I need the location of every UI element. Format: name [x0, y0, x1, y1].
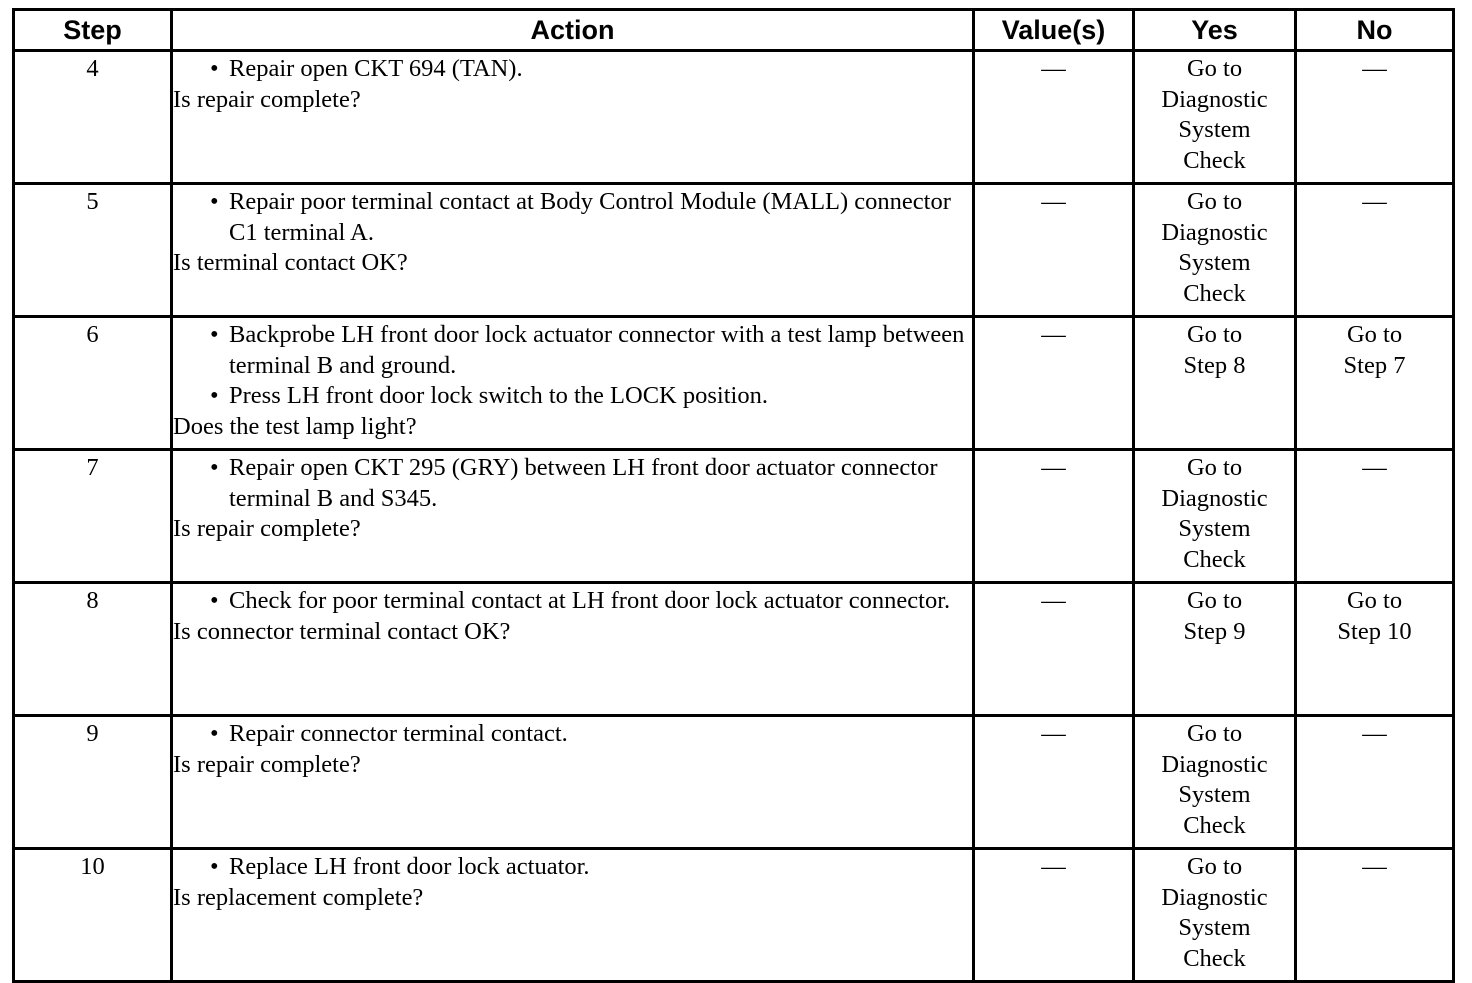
action-bullet-text: Repair open CKT 694 (TAN). [229, 55, 523, 82]
step-cell: 6 [14, 317, 172, 450]
yes-line: Check [1183, 811, 1246, 839]
yes-line: Go to [1186, 188, 1243, 215]
header-values: Value(s) [974, 10, 1134, 51]
action-question: Does the test lamp light? [173, 412, 417, 440]
action-bullet-list [173, 852, 972, 883]
step-cell: 8 [14, 583, 172, 716]
header-action: Action [172, 10, 974, 51]
value-cell: — [974, 450, 1134, 583]
step-cell: 10 [14, 849, 172, 982]
yes-line: System [1178, 515, 1251, 542]
action-question: Is repair complete? [173, 750, 361, 778]
yes-line: Diagnostic [1161, 883, 1268, 911]
action-bullet-list [173, 586, 972, 617]
yes-line: Diagnostic [1161, 484, 1268, 512]
action-bullet-item [173, 586, 972, 617]
action-bullet-text: Repair poor terminal contact at Body Control Module (MALL) connector C1 terminal A. [229, 188, 951, 246]
value-cell: — [974, 184, 1134, 317]
value-cell: — [974, 716, 1134, 849]
bullet-icon: • [210, 188, 219, 215]
no-cell [1296, 849, 1454, 982]
bullet-icon: • [210, 321, 219, 348]
bullet-icon: • [210, 55, 219, 82]
no-line: Step 7 [1343, 351, 1406, 379]
yes-cell [1134, 583, 1296, 716]
table-row [14, 716, 1454, 849]
action-bullet-item [173, 187, 972, 248]
yes-cell [1134, 716, 1296, 849]
value-cell: — [974, 849, 1134, 982]
no-line: — [1362, 55, 1387, 82]
action-question: Is repair complete? [173, 515, 361, 542]
action-cell [172, 184, 974, 317]
no-cell [1296, 450, 1454, 583]
action-cell [172, 450, 974, 583]
header-row [14, 10, 1454, 51]
yes-line: Check [1183, 944, 1246, 972]
yes-line: Check [1183, 146, 1246, 174]
no-line: Step 10 [1337, 617, 1412, 645]
yes-cell [1134, 51, 1296, 184]
table-row [14, 849, 1454, 982]
no-line: Go to [1346, 321, 1403, 348]
yes-cell [1134, 184, 1296, 317]
yes-line: Go to [1186, 321, 1243, 348]
no-cell [1296, 51, 1454, 184]
bullet-icon: • [210, 720, 219, 747]
no-line: Go to [1346, 587, 1403, 614]
bullet-icon: • [210, 382, 219, 409]
yes-line: Diagnostic [1161, 85, 1268, 113]
yes-cell [1134, 317, 1296, 450]
yes-line: System [1178, 249, 1251, 276]
no-cell [1296, 184, 1454, 317]
no-cell [1296, 583, 1454, 716]
action-bullet-text: Repair connector terminal contact. [229, 720, 568, 747]
yes-cell [1134, 849, 1296, 982]
no-cell [1296, 716, 1454, 849]
yes-line: Check [1183, 545, 1246, 573]
yes-line: System [1178, 914, 1251, 941]
action-bullet-item [173, 320, 972, 381]
action-question: Is terminal contact OK? [173, 249, 408, 276]
action-bullet-item [173, 852, 972, 883]
no-line: — [1362, 188, 1387, 215]
action-bullet-text: Press LH front door lock switch to the LOCK position. [229, 382, 768, 409]
bullet-icon: • [210, 454, 219, 481]
action-bullet-text: Backprobe LH front door lock actuator connector with a test lamp between terminal B and ground. [229, 321, 965, 379]
action-bullet-item [173, 453, 972, 514]
action-bullet-list [173, 54, 972, 85]
yes-line: Step 8 [1183, 351, 1246, 379]
action-bullet-text: Check for poor terminal contact at LH front door lock actuator connector. [229, 587, 951, 614]
step-cell: 7 [14, 450, 172, 583]
action-bullet-text: Replace LH front door lock actuator. [229, 853, 590, 880]
bullet-icon: • [210, 587, 219, 614]
step-cell: 9 [14, 716, 172, 849]
action-bullet-list [173, 320, 972, 412]
yes-line: System [1178, 116, 1251, 143]
yes-line: Diagnostic [1161, 218, 1268, 246]
bullet-icon: • [210, 853, 219, 880]
no-cell [1296, 317, 1454, 450]
no-line: — [1362, 853, 1387, 880]
action-bullet-text: Repair open CKT 295 (GRY) between LH front door actuator connector terminal B and S345. [229, 454, 938, 512]
action-cell [172, 317, 974, 450]
yes-line: System [1178, 781, 1251, 808]
diagnostic-table [12, 8, 1455, 983]
step-cell: 4 [14, 51, 172, 184]
action-question: Is repair complete? [173, 85, 361, 113]
action-question: Is connector terminal contact OK? [173, 617, 511, 645]
step-cell: 5 [14, 184, 172, 317]
yes-line: Go to [1186, 55, 1243, 82]
yes-line: Go to [1186, 587, 1243, 614]
table-body [14, 51, 1454, 982]
action-bullet-list [173, 453, 972, 514]
action-bullet-item [173, 54, 972, 85]
action-bullet-list [173, 719, 972, 750]
action-cell [172, 716, 974, 849]
action-cell [172, 849, 974, 982]
action-bullet-list [173, 187, 972, 248]
value-cell: — [974, 317, 1134, 450]
table-row [14, 51, 1454, 184]
table-row [14, 184, 1454, 317]
no-line: — [1362, 454, 1387, 481]
table-row [14, 450, 1454, 583]
yes-line: Check [1183, 279, 1246, 307]
no-line: — [1362, 720, 1387, 747]
yes-line: Go to [1186, 454, 1243, 481]
table-row [14, 583, 1454, 716]
action-cell [172, 51, 974, 184]
action-bullet-item [173, 719, 972, 750]
yes-line: Go to [1186, 853, 1243, 880]
yes-line: Diagnostic [1161, 750, 1268, 778]
header-yes: Yes [1134, 10, 1296, 51]
action-question: Is replacement complete? [173, 883, 424, 911]
header-no: No [1296, 10, 1454, 51]
table-row [14, 317, 1454, 450]
value-cell: — [974, 51, 1134, 184]
value-cell: — [974, 583, 1134, 716]
header-step: Step [14, 10, 172, 51]
yes-line: Go to [1186, 720, 1243, 747]
yes-line: Step 9 [1183, 617, 1246, 645]
action-bullet-item [173, 381, 972, 412]
yes-cell [1134, 450, 1296, 583]
action-cell [172, 583, 974, 716]
